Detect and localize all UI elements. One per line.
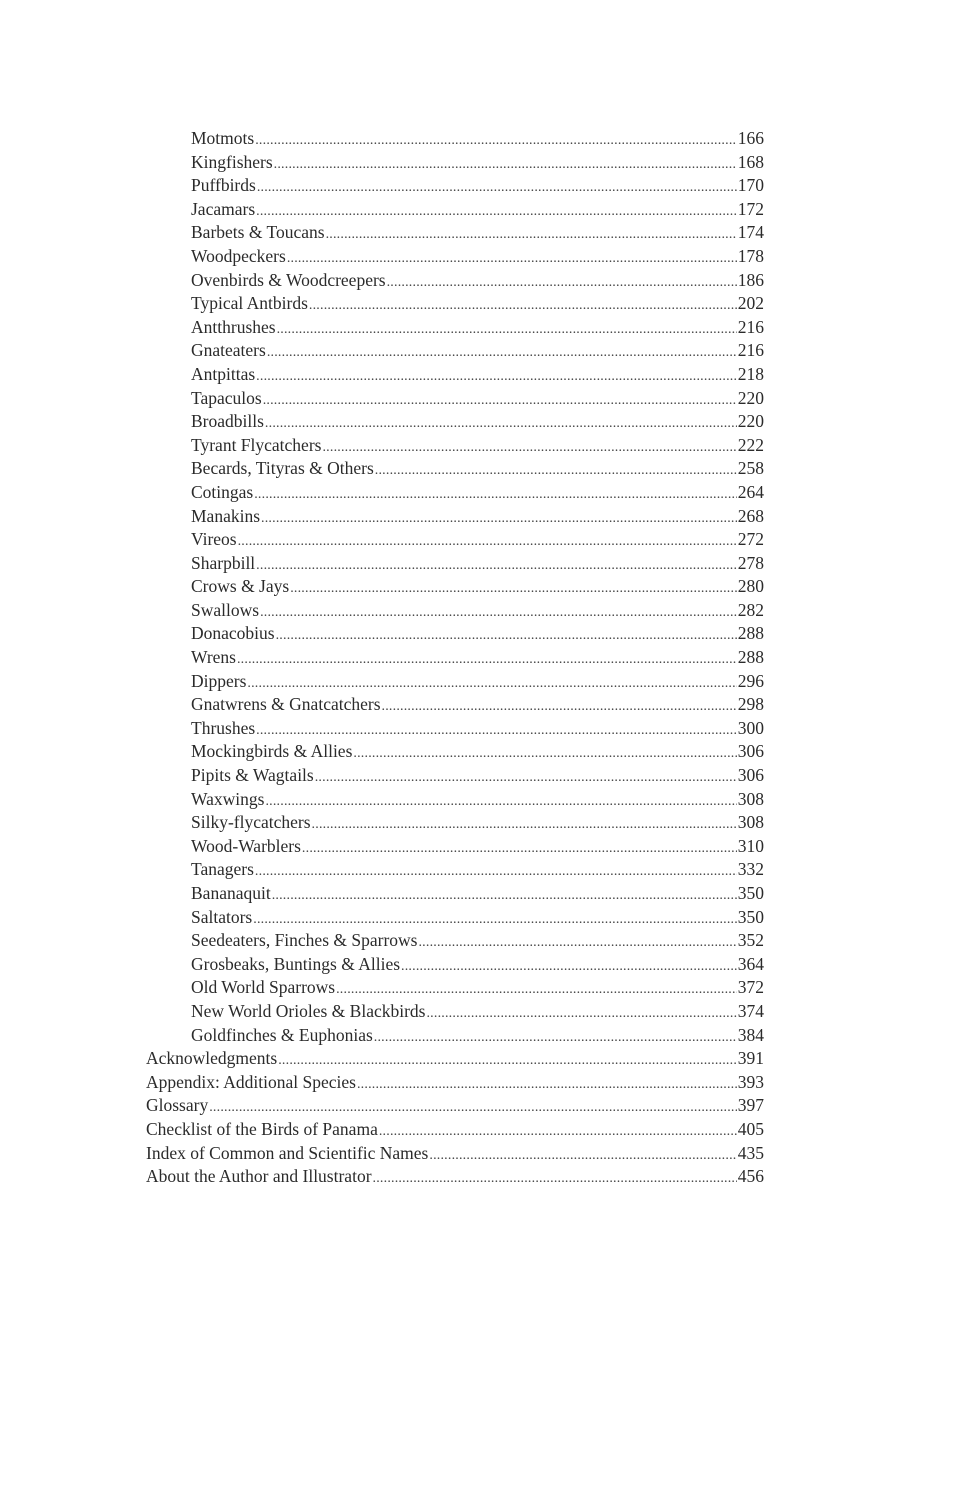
dot-leader [256, 719, 737, 743]
toc-entry-title: Wrens [191, 647, 236, 668]
toc-entry-title: Bananaquit [191, 883, 271, 903]
toc-entry-page-number: 374 [737, 1000, 764, 1021]
toc-entry-title: Seedeaters, Finches & Sparrows [191, 930, 418, 951]
toc-entry-page-number: 310 [737, 835, 764, 856]
toc-entry-page-number: 384 [737, 1024, 764, 1045]
dot-leader [238, 530, 737, 554]
toc-entry[interactable] [0, 292, 968, 316]
toc-entry-title: Woodpeckers [191, 245, 286, 266]
toc-entry-page-number: 364 [737, 953, 764, 974]
dot-leader [255, 129, 737, 153]
dot-leader [260, 601, 737, 625]
toc-entry-page-number: 216 [737, 340, 764, 361]
toc-entry-page-number: 391 [737, 1048, 764, 1069]
toc-entry-page-number: 308 [737, 812, 764, 833]
toc-entry-page-number: 258 [737, 458, 764, 479]
toc-entry-page-number: 456 [737, 1166, 764, 1187]
toc-entry-title: Kingfishers [191, 151, 273, 172]
toc-entry[interactable] [0, 953, 968, 977]
dot-leader [290, 577, 737, 601]
dot-leader [272, 884, 737, 908]
toc-entry-page-number: 288 [737, 647, 764, 668]
toc-entry-page-number: 222 [737, 434, 764, 455]
toc-entry[interactable] [0, 481, 968, 505]
toc-entry-page-number: 220 [737, 411, 764, 432]
toc-entry-page-number: 332 [737, 859, 764, 880]
toc-entry-title: Antpittas [191, 363, 256, 384]
dot-leader [375, 459, 737, 483]
toc-entry-title: Grosbeaks, Buntings & Allies [191, 953, 401, 974]
toc-entry-title: Tyrant Flycatchers [191, 434, 322, 455]
dot-leader [209, 1096, 737, 1120]
toc-entry[interactable] [0, 1165, 968, 1189]
toc-entry-title: New World Orioles & Blackbirds [191, 1000, 426, 1021]
toc-entry[interactable] [0, 151, 968, 175]
dot-leader [265, 412, 737, 436]
toc-entry-page-number: 298 [737, 694, 764, 715]
toc-entry[interactable] [0, 858, 968, 882]
dot-leader [373, 1167, 737, 1191]
dot-leader [265, 790, 736, 814]
toc-entry-title: Appendix: Additional Species [146, 1071, 356, 1092]
toc-entry[interactable] [0, 387, 968, 411]
toc-entry-title: Manakins [191, 505, 261, 526]
toc-entry-title: Motmots [191, 128, 255, 148]
toc-entry[interactable] [0, 1047, 968, 1071]
toc-entry-title: Cotingas [191, 481, 254, 502]
toc-entry-title: Swallows [191, 599, 260, 620]
toc-entry-page-number: 296 [737, 670, 764, 691]
dot-leader [418, 931, 736, 955]
toc-entry[interactable] [0, 929, 968, 953]
toc-entry-title: Gnateaters [191, 340, 266, 361]
toc-entry[interactable] [0, 740, 968, 764]
toc-entry-page-number: 174 [737, 222, 764, 243]
toc-entry-title: Barbets & Toucans [191, 222, 325, 243]
toc-entry-title: Mockingbirds & Allies [191, 741, 353, 762]
dot-leader [312, 813, 737, 837]
dot-leader [257, 176, 737, 200]
toc-entry-title: Wood-Warblers [191, 835, 301, 856]
toc-entry-title: Broadbills [191, 411, 264, 432]
toc-entry-page-number: 300 [737, 717, 764, 738]
dot-leader [267, 341, 737, 365]
toc-entry[interactable] [0, 505, 968, 529]
toc-entry[interactable] [0, 552, 968, 576]
dot-leader [255, 860, 737, 884]
toc-entry-title: Antthrushes [191, 316, 276, 337]
toc-entry-title: Dippers [191, 670, 247, 691]
toc-entry-page-number: 352 [737, 930, 764, 951]
toc-entry-title: Tanagers [191, 859, 254, 880]
toc-entry[interactable] [0, 788, 968, 812]
dot-leader [387, 271, 737, 295]
dot-leader [261, 507, 737, 531]
toc-entry[interactable] [0, 316, 968, 340]
toc-entry[interactable] [0, 363, 968, 387]
toc-entry-page-number: 268 [737, 505, 764, 526]
toc-entry[interactable] [0, 410, 968, 434]
dot-leader [256, 554, 737, 578]
toc-entry-page-number: 372 [737, 977, 764, 998]
toc-entry-title: Tapaculos [191, 387, 262, 408]
toc-entry-page-number: 272 [737, 529, 764, 550]
toc-entry-title: Pipits & Wagtails [191, 765, 314, 786]
toc-entry-title: Vireos [191, 529, 237, 550]
toc-entry-page-number: 172 [737, 198, 764, 219]
toc-entry-title: Old World Sparrows [191, 977, 336, 998]
toc-entry-page-number: 220 [737, 387, 764, 408]
dot-leader [276, 624, 737, 648]
dot-leader [336, 978, 737, 1002]
toc-entry-title: Waxwings [191, 788, 265, 809]
toc-entry-title: About the Author and Illustrator [146, 1166, 372, 1187]
toc-entry[interactable] [0, 811, 968, 835]
toc-entry-page-number: 288 [737, 623, 764, 644]
toc-entry-title: Typical Antbirds [191, 293, 308, 314]
toc-entry[interactable] [0, 1118, 968, 1142]
dot-leader [287, 247, 737, 271]
toc-entry[interactable] [0, 434, 968, 458]
toc-entry-title: Donacobius [191, 623, 275, 644]
toc-entry[interactable] [0, 269, 968, 293]
toc-entry-title: Saltators [191, 906, 253, 927]
toc-entry[interactable] [0, 339, 968, 363]
toc-entry[interactable] [0, 717, 968, 741]
toc-entry-title: Becards, Tityras & Others [191, 458, 374, 479]
toc-entry-page-number: 306 [737, 765, 764, 786]
toc-entry[interactable] [0, 1094, 968, 1118]
toc-entry-page-number: 216 [737, 316, 764, 337]
toc-entry[interactable] [0, 976, 968, 1000]
dot-leader [353, 742, 736, 766]
dot-leader [237, 648, 737, 672]
dot-leader [322, 436, 736, 460]
toc-entry-title: Gnatwrens & Gnatcatchers [191, 694, 381, 715]
toc-entry-page-number: 350 [737, 906, 764, 927]
toc-entry-title: Goldfinches & Euphonias [191, 1024, 373, 1045]
toc-entry-title: Silky-flycatchers [191, 812, 311, 833]
toc-entry[interactable] [0, 457, 968, 481]
dot-leader [357, 1073, 737, 1097]
toc-entry[interactable] [0, 835, 968, 859]
dot-leader [277, 318, 737, 342]
toc-entry-page-number: 350 [737, 883, 764, 903]
toc-entry-page-number: 202 [737, 293, 764, 314]
toc-entry[interactable] [0, 575, 968, 599]
toc-entry-title: Crows & Jays [191, 576, 290, 597]
dot-leader [426, 1002, 736, 1026]
toc-entry-title: Puffbirds [191, 175, 256, 196]
toc-entry[interactable] [0, 174, 968, 198]
toc-entry[interactable] [0, 528, 968, 552]
toc-entry-page-number: 278 [737, 552, 764, 573]
toc-entry-title: Sharpbill [191, 552, 256, 573]
dot-leader [379, 1120, 737, 1144]
toc-entry-page-number: 178 [737, 245, 764, 266]
dot-leader [256, 365, 737, 389]
dot-leader [401, 955, 737, 979]
toc-entry[interactable] [0, 646, 968, 670]
dot-leader [429, 1144, 736, 1168]
toc-entry-page-number: 168 [737, 151, 764, 172]
toc-entry-page-number: 218 [737, 363, 764, 384]
toc-entry[interactable] [0, 670, 968, 694]
toc-entry-page-number: 166 [737, 128, 764, 148]
dot-leader [315, 766, 737, 790]
toc-entry-page-number: 393 [737, 1071, 764, 1092]
toc-entry-page-number: 280 [737, 576, 764, 597]
toc-entry-page-number: 282 [737, 599, 764, 620]
toc-entry-page-number: 264 [737, 481, 764, 502]
toc-entry-page-number: 435 [737, 1142, 764, 1163]
toc-entry[interactable] [0, 1142, 968, 1166]
toc-entry[interactable] [0, 1071, 968, 1095]
toc-entry[interactable] [0, 693, 968, 717]
toc-entry[interactable] [0, 906, 968, 930]
dot-leader [278, 1049, 737, 1073]
toc-entry-page-number: 306 [737, 741, 764, 762]
dot-leader [253, 908, 737, 932]
toc-entry-title: Thrushes [191, 717, 256, 738]
toc-entry[interactable] [0, 882, 968, 906]
dot-leader [247, 672, 736, 696]
toc-entry-page-number: 170 [737, 175, 764, 196]
dot-leader [382, 695, 737, 719]
dot-leader [274, 153, 737, 177]
table-of-contents [0, 127, 968, 1189]
dot-leader [302, 837, 737, 861]
toc-entry-title: Ovenbirds & Woodcreepers [191, 269, 386, 290]
dot-leader [374, 1026, 737, 1050]
toc-entry-page-number: 186 [737, 269, 764, 290]
toc-entry[interactable] [0, 622, 968, 646]
dot-leader [326, 223, 737, 247]
toc-entry-title: Jacamars [191, 198, 256, 219]
dot-leader [263, 389, 737, 413]
toc-entry[interactable] [0, 127, 968, 151]
toc-entry[interactable] [0, 1024, 968, 1048]
toc-entry[interactable] [0, 245, 968, 269]
dot-leader [309, 294, 737, 318]
toc-entry-page-number: 405 [737, 1118, 764, 1139]
toc-entry[interactable] [0, 764, 968, 788]
dot-leader [256, 200, 737, 224]
toc-entry[interactable] [0, 599, 968, 623]
toc-entry-title: Index of Common and Scientific Names [146, 1142, 429, 1163]
toc-entry[interactable] [0, 1000, 968, 1024]
toc-entry-title: Checklist of the Birds of Panama [146, 1118, 378, 1139]
dot-leader [254, 483, 737, 507]
toc-entry[interactable] [0, 198, 968, 222]
toc-entry[interactable] [0, 221, 968, 245]
toc-entry-title: Glossary [146, 1095, 209, 1116]
toc-entry-page-number: 308 [737, 788, 764, 809]
toc-entry-page-number: 397 [737, 1095, 764, 1116]
toc-entry-title: Acknowledgments [146, 1048, 278, 1069]
